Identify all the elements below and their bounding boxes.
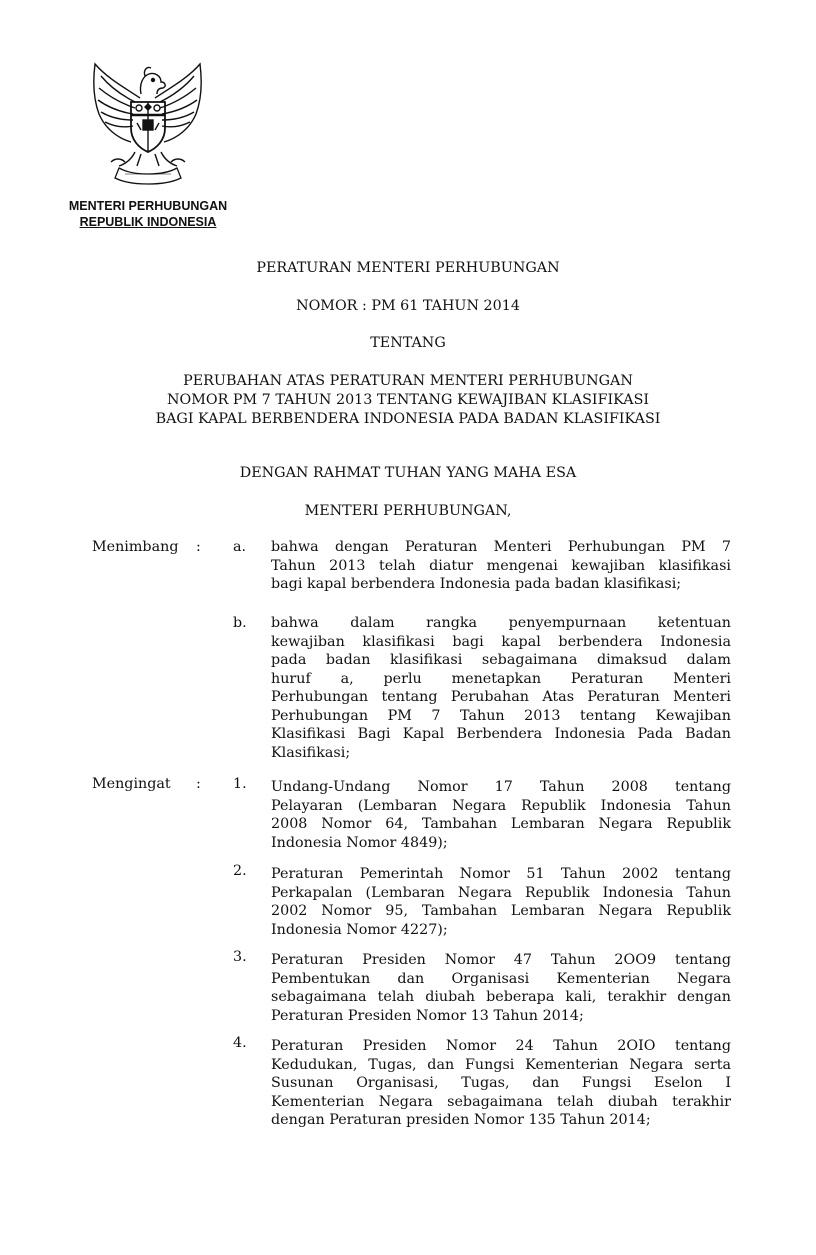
- text-line: Perhubungan tentang Perubahan Atas Peraturan Menteri: [271, 689, 731, 705]
- subject-line: PERUBAHAN ATAS PERATURAN MENTERI PERHUBUNGAN: [183, 373, 633, 389]
- text-line: dengan Peraturan presiden Nomor 135 Tahun 2014;: [271, 1112, 651, 1128]
- text-line: Indonesia Nomor 4227);: [271, 921, 448, 938]
- list-item: [271, 778, 731, 852]
- text-line: bahwa dalam rangka penyempurnaan ketentuan: [271, 615, 731, 631]
- subject-line: NOMOR PM 7 TAHUN 2013 TENTANG KEWAJIBAN KLASIFIKASI: [166, 392, 650, 408]
- text-line: Peraturan Presiden Nomor 24 Tahun 2OIO tentang: [271, 1038, 731, 1054]
- text-line: Undang-Undang Nomor 17 Tahun 2008 tentang: [271, 779, 731, 795]
- text-line: Tahun 2013 telah diatur mengenai kewajiban klasifikasi: [271, 557, 731, 574]
- text-line: sebagaimana telah diubah beberapa kali, terakhir dengan: [271, 989, 731, 1005]
- text-line: Kedudukan, Tugas, dan Fungsi Kementerian Negara serta: [271, 1056, 731, 1073]
- text-line: Kementerian Negara sebagaimana telah diubah terakhir: [271, 1093, 731, 1110]
- minister-heading: MENTERI PERHUBUNGAN,: [304, 503, 512, 519]
- list-item: [271, 1037, 731, 1130]
- regulation-title: PERATURAN MENTERI PERHUBUNGAN: [256, 260, 560, 276]
- regulation-about: TENTANG: [370, 335, 446, 351]
- item-label: b.: [233, 615, 247, 631]
- item-label: 1.: [233, 776, 247, 792]
- regulation-subject: [0, 372, 816, 429]
- section-colon: :: [196, 539, 201, 555]
- grace-statement: DENGAN RAHMAT TUHAN YANG MAHA ESA: [239, 465, 577, 481]
- list-item: [271, 865, 731, 939]
- text-line: Pelayaran (Lembaran Negara Republik Indonesia Tahun: [271, 797, 731, 814]
- text-line: Peraturan Pemerintah Nomor 51 Tahun 2002 tentang: [271, 866, 731, 882]
- text-line: 2002 Nomor 95, Tambahan Lembaran Negara Republik: [271, 903, 731, 919]
- text-line: pada badan klasifikasi sebagaimana dimaksud dalam: [271, 652, 731, 668]
- text-line: Peraturan Presiden Nomor 13 Tahun 2014;: [271, 1007, 584, 1024]
- item-label: 3.: [233, 949, 247, 965]
- subject-line: BAGI KAPAL BERBENDERA INDONESIA PADA BADAN KLASIFIKASI: [155, 411, 661, 427]
- section-colon: :: [196, 776, 201, 792]
- mengingat-label: Mengingat: [92, 776, 171, 792]
- menimbang-label: Menimbang: [92, 539, 179, 555]
- issuer-block: [58, 198, 238, 230]
- text-line: Klasifikasi Bagi Kapal Berbendera Indonesia Pada Badan: [271, 726, 731, 742]
- text-line: Pembentukan dan Organisasi Kementerian Negara: [271, 970, 731, 987]
- text-line: Susunan Organisasi, Tugas, dan Fungsi Eselon I: [271, 1075, 731, 1091]
- text-line: Peraturan Presiden Nomor 47 Tahun 2OO9 tentang: [271, 952, 731, 968]
- issuer-title: MENTERI PERHUBUNGAN: [68, 199, 228, 213]
- list-item: [271, 951, 731, 1025]
- list-item: [271, 538, 731, 594]
- garuda-emblem-icon: [85, 58, 210, 193]
- text-line: Klasifikasi;: [271, 744, 351, 761]
- item-label: a.: [233, 539, 247, 555]
- text-line: bagi kapal berbendera Indonesia pada badan klasifikasi;: [271, 576, 682, 592]
- text-line: huruf a, perlu menetapkan Peraturan Menteri: [271, 670, 731, 687]
- text-line: kewajiban klasifikasi bagi kapal berbendera Indonesia: [271, 633, 731, 650]
- item-label: 4.: [233, 1035, 247, 1051]
- item-label: 2.: [233, 863, 247, 879]
- regulation-number: NOMOR : PM 61 TAHUN 2014: [296, 298, 520, 314]
- text-line: Perkapalan (Lembaran Negara Republik Indonesia Tahun: [271, 884, 731, 901]
- text-line: bahwa dengan Peraturan Menteri Perhubungan PM 7: [271, 539, 731, 555]
- text-line: 2008 Nomor 64, Tambahan Lembaran Negara Republik: [271, 816, 731, 832]
- text-line: Indonesia Nomor 4849);: [271, 834, 448, 851]
- list-item: [271, 614, 731, 762]
- text-line: Perhubungan PM 7 Tahun 2013 tentang Kewajiban: [271, 707, 731, 724]
- issuer-country: REPUBLIK INDONESIA: [79, 215, 217, 229]
